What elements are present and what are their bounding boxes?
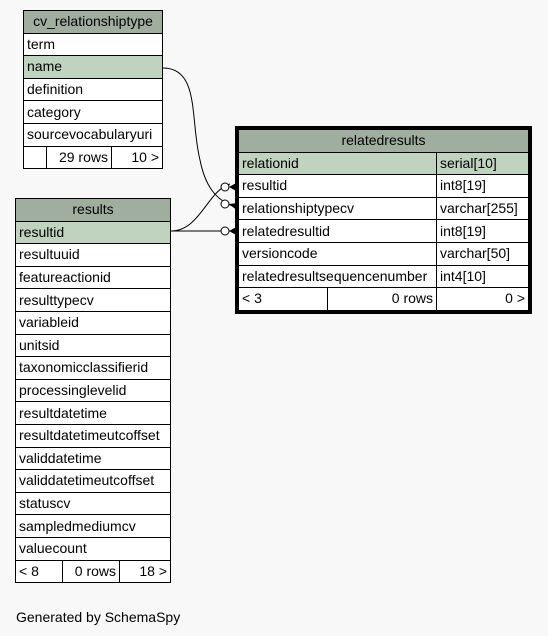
table-title[interactable]: results: [16, 199, 171, 222]
column-resultdatetime: resultdatetime: [16, 402, 171, 425]
generated-by-caption: Generated by SchemaSpy: [16, 609, 181, 625]
footer-children: 0 >: [437, 288, 529, 311]
column-processinglevelid: processinglevelid: [16, 379, 171, 402]
column-relationid: relationid: [239, 152, 437, 175]
column-relatedresultid: relatedresultid: [239, 220, 437, 243]
column-variableid: variableid: [16, 311, 171, 334]
crowfoot-icon: [229, 182, 238, 192]
footer-row-count: 29 rows: [47, 146, 112, 169]
footer-children[interactable]: 18 >: [120, 560, 171, 583]
column-relatedresultsequencenumber: relatedresultsequencenumber: [239, 265, 437, 288]
crowfoot-icon: [229, 203, 238, 211]
column-valuecount: valuecount: [16, 537, 171, 560]
column-definition: definition: [24, 78, 163, 101]
column-resultid: resultid: [16, 221, 171, 244]
column-statuscv: statuscv: [16, 492, 171, 515]
column-category: category: [24, 101, 163, 124]
column-resultuuid: resultuuid: [16, 244, 171, 267]
edge-circle: [221, 200, 229, 208]
column-type: int4[10]: [437, 265, 529, 288]
footer-parents[interactable]: < 8: [16, 560, 63, 583]
column-relationshiptypecv: relationshiptypecv: [239, 197, 437, 220]
column-name: name: [24, 56, 163, 79]
column-unitsid: unitsid: [16, 334, 171, 357]
column-type: serial[10]: [437, 152, 529, 175]
footer-children[interactable]: 10 >: [112, 146, 163, 169]
column-resulttypecv: resulttypecv: [16, 289, 171, 312]
footer-row-count: 0 rows: [63, 560, 120, 583]
crowfoot-icon: [229, 226, 238, 236]
column-sourcevocabularyuri: sourcevocabularyuri: [24, 123, 163, 146]
column-sampledmediumcv: sampledmediumcv: [16, 515, 171, 538]
column-taxonomicclassifierid: taxonomicclassifierid: [16, 357, 171, 380]
column-type: varchar[50]: [437, 242, 529, 265]
edge-resultid-to-resultid: [171, 184, 230, 231]
edge-circle: [221, 227, 229, 235]
edge-circle: [221, 183, 229, 191]
column-validdatetime: validdatetime: [16, 447, 171, 470]
table-title[interactable]: relatedresults: [239, 130, 529, 153]
column-versioncode: versioncode: [239, 242, 437, 265]
column-resultid: resultid: [239, 175, 437, 198]
table-title[interactable]: cv_relationshiptype: [24, 11, 163, 34]
footer-row-count: 0 rows: [328, 288, 437, 311]
column-term: term: [24, 33, 163, 56]
column-resultdatetimeutcoffset: resultdatetimeutcoffset: [16, 424, 171, 447]
column-type: int8[19]: [437, 175, 529, 198]
column-type: varchar[255]: [437, 197, 529, 220]
column-featureactionid: featureactionid: [16, 266, 171, 289]
column-type: int8[19]: [437, 220, 529, 243]
footer-parents[interactable]: < 3: [239, 288, 328, 311]
column-validdatetimeutcoffset: validdatetimeutcoffset: [16, 470, 171, 493]
